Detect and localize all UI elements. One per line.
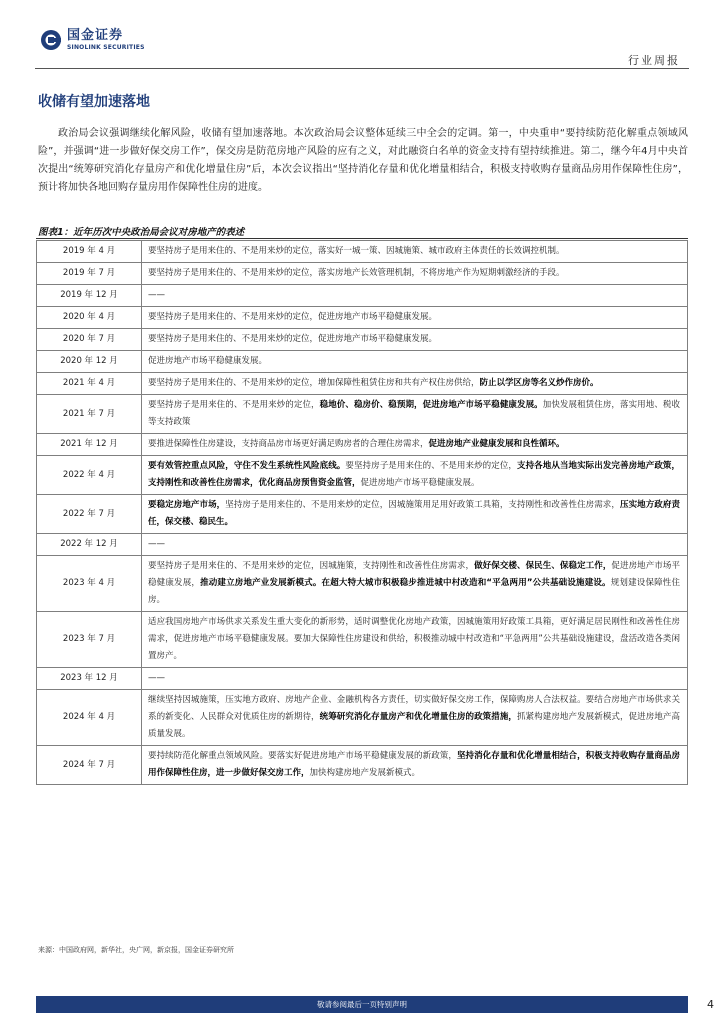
statement-cell [142,285,688,307]
table-row [37,556,688,612]
table-row [37,495,688,534]
statement-cell [142,395,688,434]
statement-text: 抓紧构建房地产发展新模式，促进房地产高质量发展。 [148,712,680,739]
statement-text: —— [148,539,165,549]
table-row [37,395,688,434]
statement-text: 坚持房子是用来住的、不是用来炒的定位，因城施策用足用好政策工具箱，支持刚性和改善性住房需求， [225,500,620,510]
statement-text: 要坚持房子是用来住的、不是用来炒的定位，因城施策，支持刚性和改善性住房需求， [148,561,475,571]
intro-paragraph: 政治局会议强调继续化解风险，收储有望加速落地。本次政治局会议整体延续三中全会的定调。第一，中央重申“要持续防范化解重点领域风险”，并强调“进一步做好保交房工作”，保交房是防范房地产风险的应有之义，对此融资白名单的资金支持有望持续推进。第二，继今年4月中央首次提出“统筹研究消化存量房产和优化增量住房”后，本次会议指出“坚持消化存量和优化增量相结合，积极支持收购存量商品房用作保障性住房”，预计将加快各地回购存量房用作保障性住房的进度。 [38,128,688,193]
meeting-date-cell: 2021 年 7 月 [37,395,142,434]
statement-cell [142,746,688,785]
statement-text: 要坚持房子是用来住的、不是用来炒的定位，落实好一城一策、因城施策、城市政府主体责任的长效调控机制。 [148,246,565,256]
statement-text: 要持续防范化解重点领域风险。要落实好促进房地产市场平稳健康发展的新政策， [148,751,457,761]
sinolink-logo-icon [40,29,62,51]
meeting-date-cell: 2022 年 4 月 [37,456,142,495]
source-note: 来源：中国政府网，新华社，央广网，新京报，国金证券研究所 [38,946,234,954]
page-number: 4 [707,998,714,1011]
statement-text: 要坚持房子是用来住的、不是用来炒的定位，促进房地产市场平稳健康发展。 [148,334,438,344]
table-row [37,690,688,746]
policy-statements-table [36,240,688,785]
meeting-date-cell: 2020 年 4 月 [37,307,142,329]
statement-text: 要坚持房子是用来住的、不是用来炒的定位， [148,400,320,410]
statement-cell [142,556,688,612]
statement-text: —— [148,290,165,300]
statement-cell [142,263,688,285]
meeting-date-cell: 2024 年 7 月 [37,746,142,785]
statement-cell [142,690,688,746]
meeting-date-cell: 2019 年 12 月 [37,285,142,307]
table-row [37,373,688,395]
emphasized-text: 统筹研究消化存量房产和优化增量住房的政策措施， [319,712,518,722]
statement-cell [142,307,688,329]
table-row [37,612,688,668]
table-row [37,241,688,263]
meeting-date-cell: 2022 年 7 月 [37,495,142,534]
figure-top-rule [36,238,688,239]
meeting-date-cell: 2020 年 7 月 [37,329,142,351]
emphasized-text: 促进房地产业健康发展和良性循环。 [428,439,565,449]
statement-text: 规划建设保障性住房。 [148,578,680,605]
emphasized-text: 支持各地从当地实际出发完善房地产政策，支持刚性和改善性住房需求，优化商品房预售资金监管， [148,461,680,488]
table-row [37,285,688,307]
report-type-label: 行业周报 [628,54,680,67]
statement-cell [142,456,688,495]
meeting-date-cell: 2020 年 12 月 [37,351,142,373]
emphasized-text: 压实地方政府责任，保交楼、稳民生。 [148,500,680,527]
table-row [37,307,688,329]
meeting-date-cell: 2023 年 12 月 [37,668,142,690]
statement-cell [142,434,688,456]
statement-cell [142,495,688,534]
meeting-date-cell: 2023 年 4 月 [37,556,142,612]
statement-text: 要坚持房子是用来住的、不是用来炒的定位，落实房地产长效管理机制，不将房地产作为短期刺激经济的手段。 [148,268,565,278]
statement-text: 适应我国房地产市场供求关系发生重大变化的新形势，适时调整优化房地产政策，因城施策用好政策工具箱，更好满足居民刚性和改善性住房需求，促进房地产市场平稳健康发展。要加大保障性住房建设和供给，积极推动城中村改造和“平急两用”公共基础设施建设，盘活改造各类闲置房产。 [148,617,680,661]
emphasized-text: 推动建立房地产业发展新模式。在超大特大城市积极稳步推进城中村改造和“平急两用”公共基础设施建设。 [200,578,611,588]
meeting-date-cell: 2024 年 4 月 [37,690,142,746]
statement-text: 要推进保障性住房建设，支持商品房市场更好满足购房者的合理住房需求， [148,439,429,449]
table-row [37,351,688,373]
statement-text: 加快构建房地产发展新模式。 [309,768,421,778]
table-row [37,434,688,456]
meeting-date-cell: 2021 年 12 月 [37,434,142,456]
company-logo [40,29,145,51]
statement-text: 促进房地产市场平稳健康发展。 [360,478,480,488]
statement-text: 继续坚持因城施策，压实地方政府、房地产企业、金融机构各方责任，切实做好保交房工作，保障购房人合法权益。要结合房地产市场供求关系的新变化、人民群众对优质住房的新期待， [148,695,680,722]
meeting-date-cell: 2021 年 4 月 [37,373,142,395]
table-row [37,534,688,556]
statement-cell [142,241,688,263]
table-row [37,746,688,785]
statement-text: 要坚持房子是用来住的、不是用来炒的定位， [345,461,518,471]
statement-cell [142,373,688,395]
table-row [37,456,688,495]
meeting-date-cell: 2023 年 7 月 [37,612,142,668]
logo-chinese-name: 国金证券 [67,28,124,43]
table-row [37,668,688,690]
statement-text: 促进房地产市场平稳健康发展。 [148,356,268,366]
emphasized-text: 稳地价、稳房价、稳预期，促进房地产市场平稳健康发展。 [319,400,543,410]
emphasized-text: 做好保交楼、保民生、保稳定工作， [474,561,612,571]
table-body [37,241,688,785]
section-title: 收储有望加速落地 [38,94,150,110]
statement-text: 要坚持房子是用来住的、不是用来炒的定位，促进房地产市场平稳健康发展。 [148,312,438,322]
statement-cell [142,351,688,373]
statement-text: 要坚持房子是用来住的、不是用来炒的定位，增加保障性租赁住房和共有产权住房供给， [148,378,480,388]
logo-english-name: SINOLINK SECURITIES [67,44,145,51]
emphasized-text: 防止以学区房等名义炒作房价。 [479,378,599,388]
meeting-date-cell: 2019 年 4 月 [37,241,142,263]
emphasized-text: 要稳定房地产市场， [148,500,226,510]
meeting-date-cell: 2022 年 12 月 [37,534,142,556]
meeting-date-cell: 2019 年 7 月 [37,263,142,285]
statement-text: 加快发展租赁住房，落实用地、税收等支持政策 [148,400,680,427]
emphasized-text: 坚持消化存量和优化增量相结合，积极支持收购存量商品房用作保障性住房，进一步做好保交房工作， [148,751,680,778]
table-row [37,263,688,285]
statement-text: 促进房地产市场平稳健康发展， [148,561,680,588]
emphasized-text: 要有效管控重点风险，守住不发生系统性风险底线。 [148,461,346,471]
statement-cell [142,668,688,690]
statement-cell [142,329,688,351]
statement-cell [142,534,688,556]
footer-disclaimer: 敬请参阅最后一页特别声明 [36,996,688,1013]
statement-text: —— [148,673,165,683]
figure-title: 图表1：近年历次中央政治局会议对房地产的表述 [38,227,245,238]
statement-cell [142,612,688,668]
table-row [37,329,688,351]
header-divider [35,68,689,69]
